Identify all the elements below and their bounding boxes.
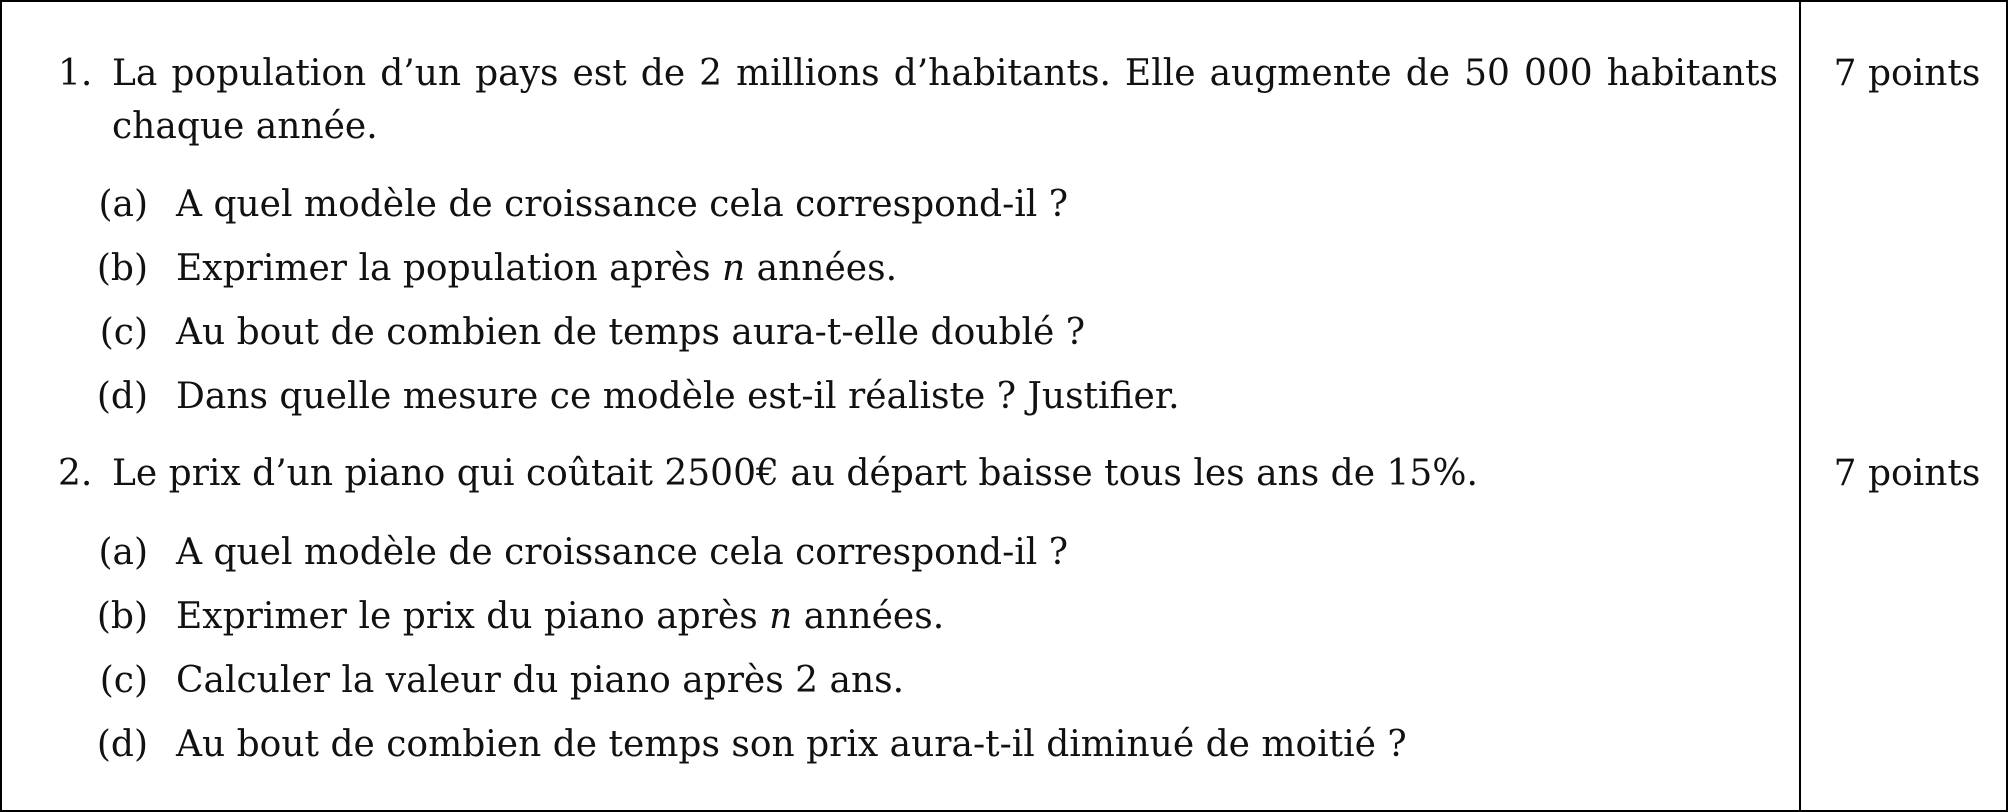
exercise-1-question-b-text — [176, 247, 897, 291]
exercise-2-question-d-label: (d) — [96, 724, 148, 765]
exercise-2-points: 7 points — [1833, 453, 1981, 494]
exercise-2-question-b-label: (b) — [96, 596, 148, 637]
question-text-part: Exprimer la population après — [176, 248, 723, 289]
column-divider — [1799, 2, 1801, 810]
exercise-1-question-c-label: (c) — [99, 312, 148, 353]
exercise-1-question-a-text: A quel modèle de croissance cela correspond-il ? — [176, 184, 1069, 225]
exercise-2-question-a-label: (a) — [98, 532, 148, 573]
exercise-2-number: 2. — [58, 453, 93, 494]
exercise-1-question-a-label: (a) — [98, 184, 148, 225]
exercise-2-question-c-label: (c) — [99, 660, 148, 701]
exercise-1-question-b-label: (b) — [96, 248, 148, 289]
variable-n: n — [722, 248, 746, 289]
exercise-1-statement-line-2: chaque année. — [112, 106, 378, 147]
question-text-part: Exprimer le prix du piano après — [176, 596, 770, 637]
exercise-2-question-a-text: A quel modèle de croissance cela correspond-il ? — [176, 532, 1069, 573]
exercise-1-question-d-label: (d) — [96, 376, 148, 417]
exercise-1-question-d-text: Dans quelle mesure ce modèle est-il réaliste ? Justifier. — [176, 376, 1180, 417]
exercise-2-question-d-text: Au bout de combien de temps son prix aura-t-il diminué de moitié ? — [176, 724, 1407, 765]
exercise-1-number: 1. — [58, 53, 93, 94]
exercise-1-question-c-text: Au bout de combien de temps aura-t-elle doublé ? — [176, 312, 1086, 353]
variable-n: n — [769, 596, 793, 637]
exercise-2-question-b-text — [176, 595, 944, 639]
question-text-part: années. — [792, 596, 945, 637]
exercise-1-points: 7 points — [1833, 53, 1981, 94]
exercise-1-statement-line-1: La population d’un pays est de 2 millions d’habitants. Elle augmente de 50 000 habitants — [112, 53, 1778, 94]
exercise-2-statement-line-1: Le prix d’un piano qui coûtait 2500€ au départ baisse tous les ans de 15%. — [112, 453, 1478, 494]
question-text-part: années. — [745, 248, 898, 289]
exercise-2-question-c-text: Calculer la valeur du piano après 2 ans. — [176, 660, 905, 701]
